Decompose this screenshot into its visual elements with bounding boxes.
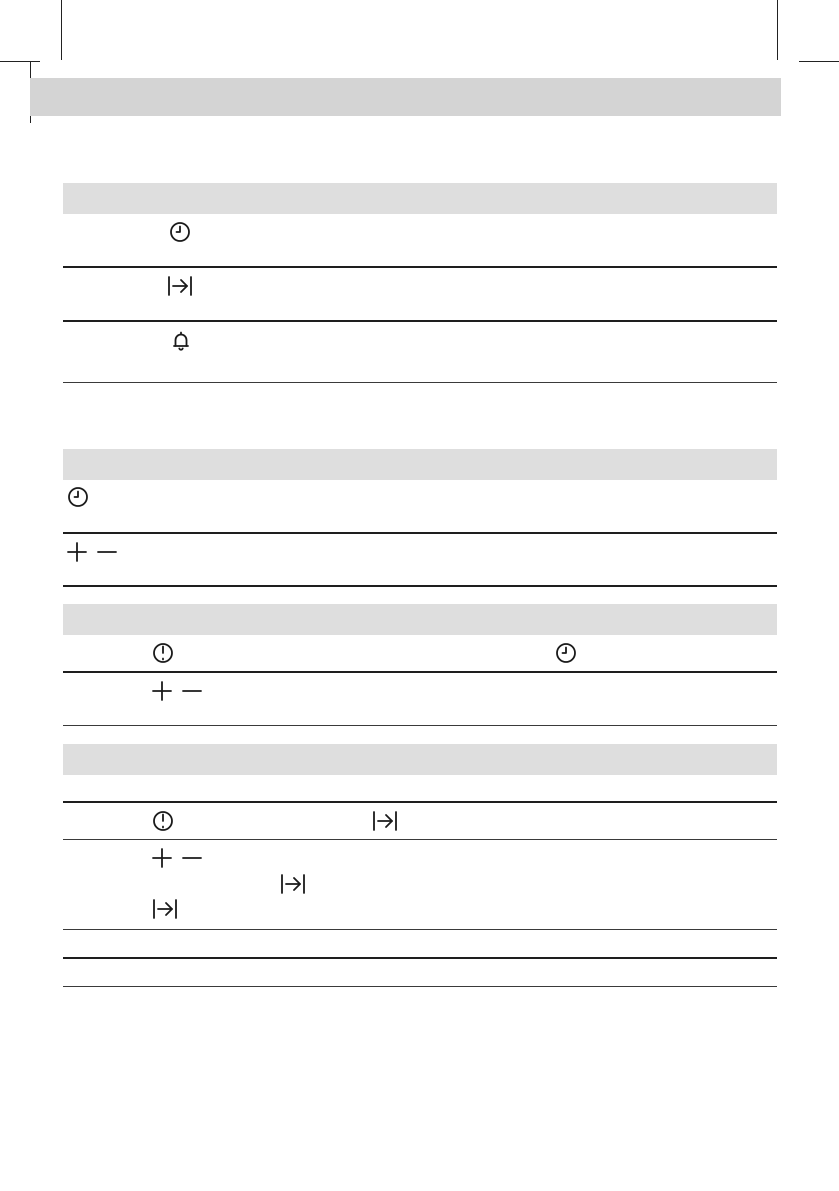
timer-icon <box>151 809 175 833</box>
crop-mark-top-left-v <box>61 0 62 60</box>
clock-icon <box>168 220 192 244</box>
section-1-header <box>63 183 777 214</box>
row-divider <box>63 957 777 959</box>
section-end-rule <box>63 382 777 383</box>
row-divider <box>63 320 777 322</box>
plus-minus-icon <box>151 679 203 703</box>
clock-icon <box>66 485 90 509</box>
arrow-to-bar-icon <box>166 274 194 298</box>
bell-icon <box>169 329 193 353</box>
arrow-to-bar-icon <box>279 872 307 896</box>
section-end-rule <box>63 986 777 987</box>
timer-icon <box>151 641 175 665</box>
section-4-header <box>63 744 777 775</box>
page-title-bar <box>30 78 781 116</box>
row-divider <box>63 532 777 534</box>
section-3-header <box>63 604 777 635</box>
crop-mark-top-left-h <box>0 61 40 62</box>
row-divider <box>63 929 777 930</box>
section-2-header <box>63 449 777 480</box>
arrow-to-bar-icon <box>151 897 179 921</box>
plus-minus-icon <box>66 540 118 564</box>
clock-icon <box>554 641 578 665</box>
section-end-rule <box>63 585 777 587</box>
section-end-rule <box>63 725 777 726</box>
arrow-to-bar-icon <box>371 809 399 833</box>
crop-mark-top-right-v <box>777 0 778 60</box>
row-divider <box>63 671 777 673</box>
row-divider <box>63 801 777 803</box>
plus-minus-icon <box>151 846 203 870</box>
row-divider <box>63 839 777 840</box>
row-divider <box>63 266 777 268</box>
crop-mark-top-right-h <box>799 61 839 62</box>
